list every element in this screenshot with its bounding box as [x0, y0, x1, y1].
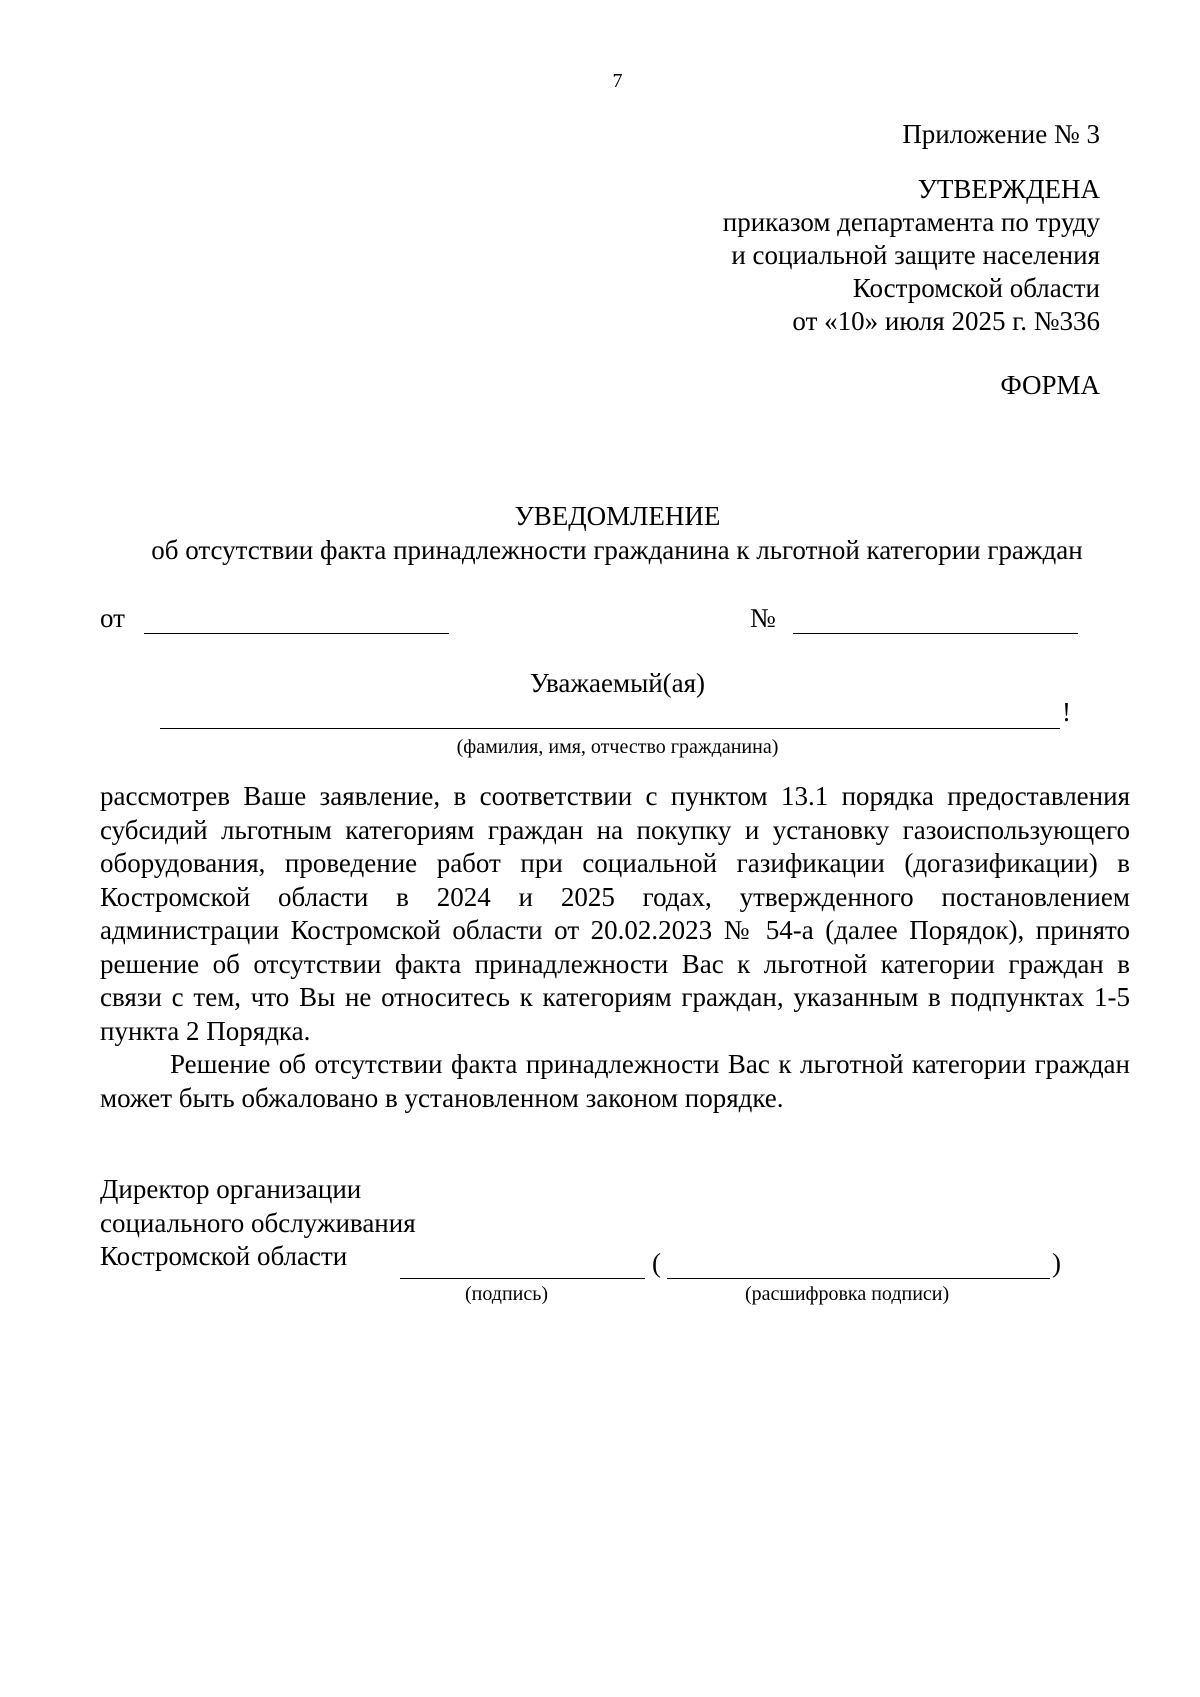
title-main: УВЕДОМЛЕНИЕ — [514, 501, 721, 531]
from-field — [100, 603, 449, 634]
from-label: от — [100, 603, 125, 633]
approval-line-2: и социальной защите населения — [731, 240, 1100, 270]
signatory-block — [100, 1173, 416, 1274]
from-blank-line[interactable] — [144, 605, 449, 634]
form-label: ФОРМА — [1000, 370, 1100, 400]
greeting: Уважаемый(ая) — [529, 668, 706, 698]
signature-blank-line[interactable] — [400, 1250, 645, 1279]
signature-caption: (подпись) — [465, 1283, 549, 1305]
number-field — [750, 603, 1078, 634]
exclamation-mark: ! — [1062, 697, 1071, 727]
number-label: № — [750, 603, 776, 633]
approval-date: от «10» июля 2025 г. №336 — [792, 306, 1100, 336]
approval-line-1: приказом департамента по труду — [722, 207, 1100, 237]
page-number: 7 — [612, 70, 623, 92]
signatory-line-2: социального обслуживания — [100, 1207, 416, 1238]
title-subtitle: об отсутствии факта принадлежности гражданина к льготной категории граждан — [151, 535, 1083, 565]
document-title — [0, 499, 1200, 567]
paren-open: ( — [652, 1248, 661, 1278]
signatory-line-3: Костромской области — [100, 1241, 348, 1271]
signature-decode-blank-line[interactable] — [667, 1250, 1050, 1279]
signatory-line-1: Директор организации — [100, 1174, 362, 1204]
notice-body — [100, 780, 1130, 1115]
signature-decode-caption: (расшифровка подписи) — [745, 1283, 950, 1305]
citizen-name-caption: (фамилия, имя, отчество гражданина) — [456, 736, 779, 758]
citizen-name-line[interactable] — [160, 700, 1060, 729]
approval-line-3: Костромской области — [852, 273, 1100, 303]
approval-block — [400, 118, 1100, 402]
body-paragraph-1: рассмотрев Ваше заявление, в соответствии с пунктом 13.1 порядка предоставления субсидий льготным категориям граждан на покупку и установку газоиспользующего оборудования, проведение работ при социальной газификации (догазификации) в Костромской области в 2024 и 2025 годах, утвержденного постановлением администрации Костромской области от 20.02.2023 № 54-а (далее Порядок), принято решение об отсутствии факта принадлежности Вас к льготной категории граждан в связи с тем, что Вы не относитесь к категориям граждан, указанным в подпунктах 1-5 пункта 2 Порядка. — [100, 781, 1130, 1046]
number-blank-line[interactable] — [793, 605, 1078, 634]
paren-close: ) — [1052, 1248, 1061, 1278]
body-paragraph-2: Решение об отсутствии факта принадлежности Вас к льготной категории граждан может быть обжаловано в установленном законом порядке. — [100, 1049, 1130, 1113]
approved-label: УТВЕРЖДЕНА — [917, 174, 1100, 204]
appendix-label: Приложение № 3 — [902, 119, 1100, 149]
